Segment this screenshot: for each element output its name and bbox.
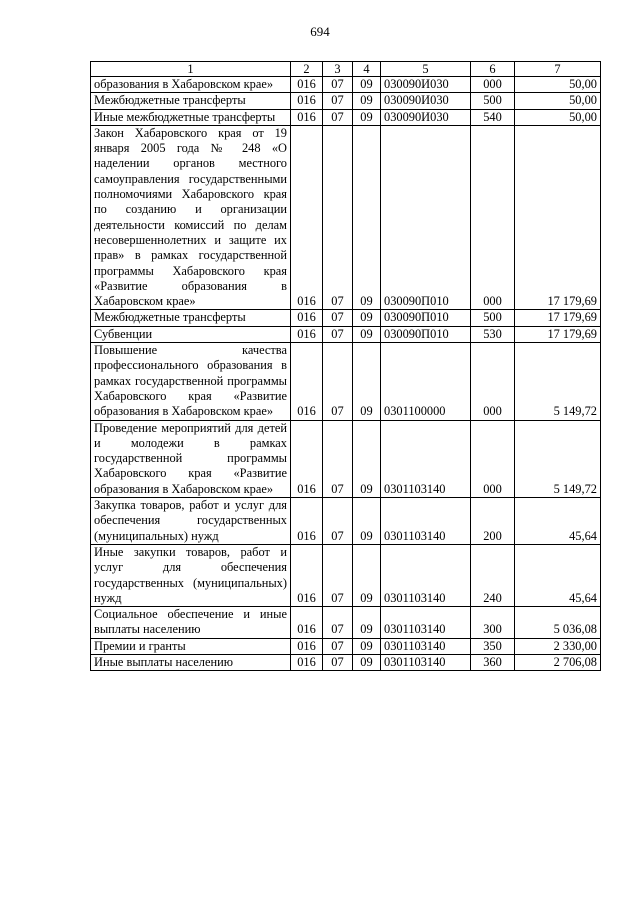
row-target-article: 030090П010	[381, 326, 471, 342]
row-name: Иные закупки товаров, работ и услуг для обеспечения государственных (муниципальных) нужд	[91, 544, 291, 606]
row-ministry: 016	[291, 654, 323, 670]
row-amount: 2 706,08	[515, 654, 601, 670]
row-subsection: 09	[353, 125, 381, 310]
row-ministry: 016	[291, 607, 323, 639]
row-subsection: 09	[353, 93, 381, 109]
row-expense-type: 000	[471, 420, 515, 497]
row-amount: 45,64	[515, 498, 601, 545]
row-expense-type: 000	[471, 77, 515, 93]
row-name: Проведение мероприятий для детей и молодежи в рамках государственной программы Хабаровского края «Развитие образования в Хабаровском крае»	[91, 420, 291, 497]
row-amount: 50,00	[515, 77, 601, 93]
row-target-article: 030090И030	[381, 109, 471, 125]
row-section: 07	[323, 109, 353, 125]
row-name: Закупка товаров, работ и услуг для обеспечения государственных (муниципальных) нужд	[91, 498, 291, 545]
row-ministry: 016	[291, 77, 323, 93]
table-row	[91, 93, 601, 109]
page-number: 694	[310, 24, 330, 39]
header-cell: 2	[291, 62, 323, 77]
table-row	[91, 125, 601, 310]
table-row	[91, 654, 601, 670]
row-section: 07	[323, 93, 353, 109]
row-expense-type: 300	[471, 607, 515, 639]
row-amount: 5 149,72	[515, 420, 601, 497]
row-name: образования в Хабаровском крае»	[91, 77, 291, 93]
row-section: 07	[323, 544, 353, 606]
row-section: 07	[323, 343, 353, 420]
row-expense-type: 360	[471, 654, 515, 670]
row-section: 07	[323, 310, 353, 326]
row-amount: 50,00	[515, 93, 601, 109]
budget-table	[90, 61, 601, 671]
row-expense-type: 350	[471, 638, 515, 654]
row-expense-type: 500	[471, 93, 515, 109]
table-row	[91, 310, 601, 326]
header-row	[91, 62, 601, 77]
row-amount: 17 179,69	[515, 125, 601, 310]
row-amount: 5 149,72	[515, 343, 601, 420]
row-section: 07	[323, 77, 353, 93]
row-amount: 5 036,08	[515, 607, 601, 639]
row-subsection: 09	[353, 326, 381, 342]
row-ministry: 016	[291, 420, 323, 497]
row-ministry: 016	[291, 638, 323, 654]
row-expense-type: 530	[471, 326, 515, 342]
row-amount: 45,64	[515, 544, 601, 606]
row-target-article: 0301103140	[381, 420, 471, 497]
row-target-article: 0301103140	[381, 607, 471, 639]
row-ministry: 016	[291, 498, 323, 545]
row-ministry: 016	[291, 93, 323, 109]
row-ministry: 016	[291, 310, 323, 326]
row-ministry: 016	[291, 326, 323, 342]
row-target-article: 0301103140	[381, 544, 471, 606]
row-name: Иные межбюджетные трансферты	[91, 109, 291, 125]
row-name: Межбюджетные трансферты	[91, 310, 291, 326]
row-expense-type: 540	[471, 109, 515, 125]
row-subsection: 09	[353, 310, 381, 326]
row-subsection: 09	[353, 420, 381, 497]
table-row	[91, 343, 601, 420]
row-subsection: 09	[353, 77, 381, 93]
row-expense-type: 240	[471, 544, 515, 606]
row-subsection: 09	[353, 607, 381, 639]
row-name: Иные выплаты населению	[91, 654, 291, 670]
row-subsection: 09	[353, 544, 381, 606]
header-cell: 5	[381, 62, 471, 77]
row-section: 07	[323, 125, 353, 310]
row-target-article: 030090П010	[381, 310, 471, 326]
row-expense-type: 000	[471, 343, 515, 420]
row-expense-type: 200	[471, 498, 515, 545]
row-subsection: 09	[353, 654, 381, 670]
row-ministry: 016	[291, 125, 323, 310]
row-amount: 50,00	[515, 109, 601, 125]
row-subsection: 09	[353, 109, 381, 125]
row-subsection: 09	[353, 343, 381, 420]
row-section: 07	[323, 654, 353, 670]
row-target-article: 0301103140	[381, 638, 471, 654]
table-row	[91, 498, 601, 545]
header-cell: 4	[353, 62, 381, 77]
row-target-article: 0301100000	[381, 343, 471, 420]
row-target-article: 0301103140	[381, 498, 471, 545]
row-expense-type: 000	[471, 125, 515, 310]
row-subsection: 09	[353, 498, 381, 545]
table-row	[91, 544, 601, 606]
table-row	[91, 420, 601, 497]
table-row	[91, 326, 601, 342]
row-name: Закон Хабаровского края от 19 января 2005 года № 248 «О наделении органов местного самоуправления государственными полномочиями Хабаровского края по созданию и организации деятельности комиссий по делам несовершеннолетних и защите их прав» в рамках государственной программы Хабаровского края «Развитие образования в Хабаровском крае»	[91, 125, 291, 310]
row-section: 07	[323, 326, 353, 342]
table-row	[91, 109, 601, 125]
row-amount: 17 179,69	[515, 326, 601, 342]
row-section: 07	[323, 607, 353, 639]
header-cell: 3	[323, 62, 353, 77]
row-ministry: 016	[291, 544, 323, 606]
header-cell: 1	[91, 62, 291, 77]
row-target-article: 030090И030	[381, 93, 471, 109]
row-amount: 2 330,00	[515, 638, 601, 654]
row-amount: 17 179,69	[515, 310, 601, 326]
row-ministry: 016	[291, 343, 323, 420]
row-name: Повышение качества профессионального образования в рамках государственной программы Хабаровского края «Развитие образования в Хабаровском крае»	[91, 343, 291, 420]
header-cell: 7	[515, 62, 601, 77]
row-target-article: 0301103140	[381, 654, 471, 670]
row-target-article: 030090И030	[381, 77, 471, 93]
row-name: Межбюджетные трансферты	[91, 93, 291, 109]
row-expense-type: 500	[471, 310, 515, 326]
row-name: Социальное обеспечение и иные выплаты населению	[91, 607, 291, 639]
table-row	[91, 77, 601, 93]
row-name: Субвенции	[91, 326, 291, 342]
row-section: 07	[323, 638, 353, 654]
header-cell: 6	[471, 62, 515, 77]
table-row	[91, 638, 601, 654]
row-ministry: 016	[291, 109, 323, 125]
row-section: 07	[323, 498, 353, 545]
row-target-article: 030090П010	[381, 125, 471, 310]
row-subsection: 09	[353, 638, 381, 654]
table-row	[91, 607, 601, 639]
row-name: Премии и гранты	[91, 638, 291, 654]
row-section: 07	[323, 420, 353, 497]
